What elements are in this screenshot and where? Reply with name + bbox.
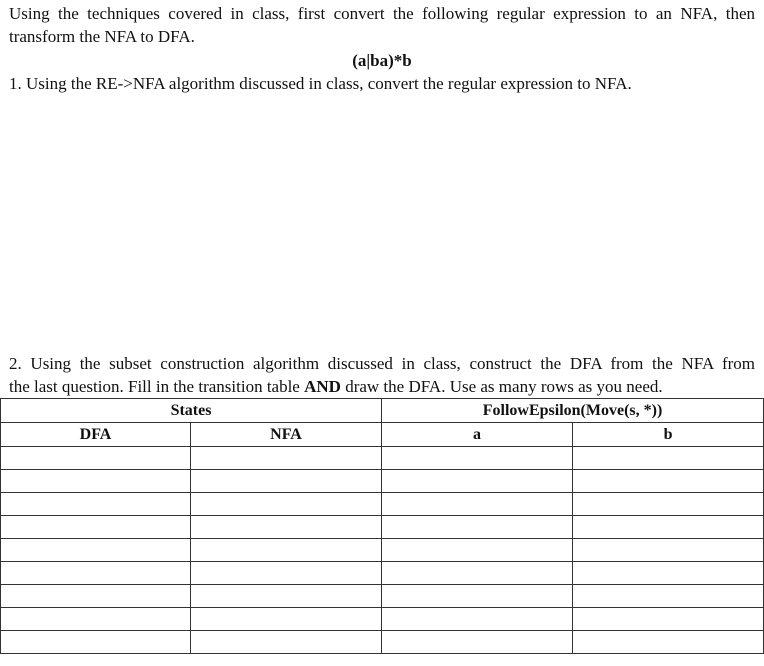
a-transition-cell[interactable] [382, 585, 573, 608]
table-row [1, 493, 764, 516]
dfa-cell[interactable] [1, 585, 191, 608]
dfa-cell[interactable] [1, 608, 191, 631]
dfa-cell[interactable] [1, 493, 191, 516]
nfa-cell[interactable] [191, 631, 382, 654]
follow-epsilon-header: FollowEpsilon(Move(s, *)) [382, 399, 764, 423]
a-transition-cell[interactable] [382, 516, 573, 539]
table-row [1, 539, 764, 562]
question-2-paragraph [9, 352, 755, 398]
a-transition-cell[interactable] [382, 447, 573, 470]
a-transition-cell[interactable] [382, 470, 573, 493]
b-transition-cell[interactable] [573, 608, 764, 631]
table-column-header-row [1, 423, 764, 447]
a-transition-cell[interactable] [382, 493, 573, 516]
table-row [1, 447, 764, 470]
table-group-header-row [1, 399, 764, 423]
question-1: 1. Using the RE->NFA algorithm discussed in class, convert the regular expression to NFA. [9, 74, 632, 93]
b-transition-cell[interactable] [573, 516, 764, 539]
a-transition-cell[interactable] [382, 631, 573, 654]
a-transition-cell[interactable] [382, 539, 573, 562]
table-row [1, 470, 764, 493]
nfa-cell[interactable] [191, 493, 382, 516]
intro-paragraph [9, 2, 755, 48]
table-row [1, 585, 764, 608]
question-2-line-1: 2. Using the subset construction algorithm discussed in class, construct the DFA from the NFA from [9, 354, 755, 373]
nfa-cell[interactable] [191, 585, 382, 608]
question-2-text-a: the last question. Fill in the transition table [9, 377, 305, 396]
regular-expression: (a|ba)*b [352, 51, 412, 70]
states-header: States [1, 399, 382, 423]
b-transition-cell[interactable] [573, 562, 764, 585]
column-header-a: a [382, 423, 573, 447]
transition-table [0, 398, 764, 654]
nfa-cell[interactable] [191, 608, 382, 631]
question-2-emphasis: AND [304, 377, 341, 396]
table-row [1, 608, 764, 631]
dfa-cell[interactable] [1, 539, 191, 562]
column-header-nfa: NFA [191, 423, 382, 447]
b-transition-cell[interactable] [573, 631, 764, 654]
nfa-cell[interactable] [191, 539, 382, 562]
question-2-text-b: draw the DFA. Use as many rows as you need. [340, 377, 663, 396]
column-header-b: b [573, 423, 764, 447]
dfa-cell[interactable] [1, 631, 191, 654]
b-transition-cell[interactable] [573, 470, 764, 493]
nfa-cell[interactable] [191, 447, 382, 470]
b-transition-cell[interactable] [573, 539, 764, 562]
b-transition-cell[interactable] [573, 493, 764, 516]
b-transition-cell[interactable] [573, 447, 764, 470]
intro-line-2: transform the NFA to DFA. [9, 27, 195, 46]
b-transition-cell[interactable] [573, 585, 764, 608]
column-header-dfa: DFA [1, 423, 191, 447]
nfa-cell[interactable] [191, 562, 382, 585]
dfa-cell[interactable] [1, 447, 191, 470]
question-2-line-2 [9, 375, 755, 398]
dfa-cell[interactable] [1, 562, 191, 585]
table-row [1, 562, 764, 585]
a-transition-cell[interactable] [382, 608, 573, 631]
a-transition-cell[interactable] [382, 562, 573, 585]
nfa-cell[interactable] [191, 470, 382, 493]
dfa-cell[interactable] [1, 470, 191, 493]
dfa-cell[interactable] [1, 516, 191, 539]
table-row [1, 516, 764, 539]
table-row [1, 631, 764, 654]
intro-line-1: Using the techniques covered in class, first convert the following regular expression to an NFA, then [9, 4, 755, 23]
nfa-cell[interactable] [191, 516, 382, 539]
